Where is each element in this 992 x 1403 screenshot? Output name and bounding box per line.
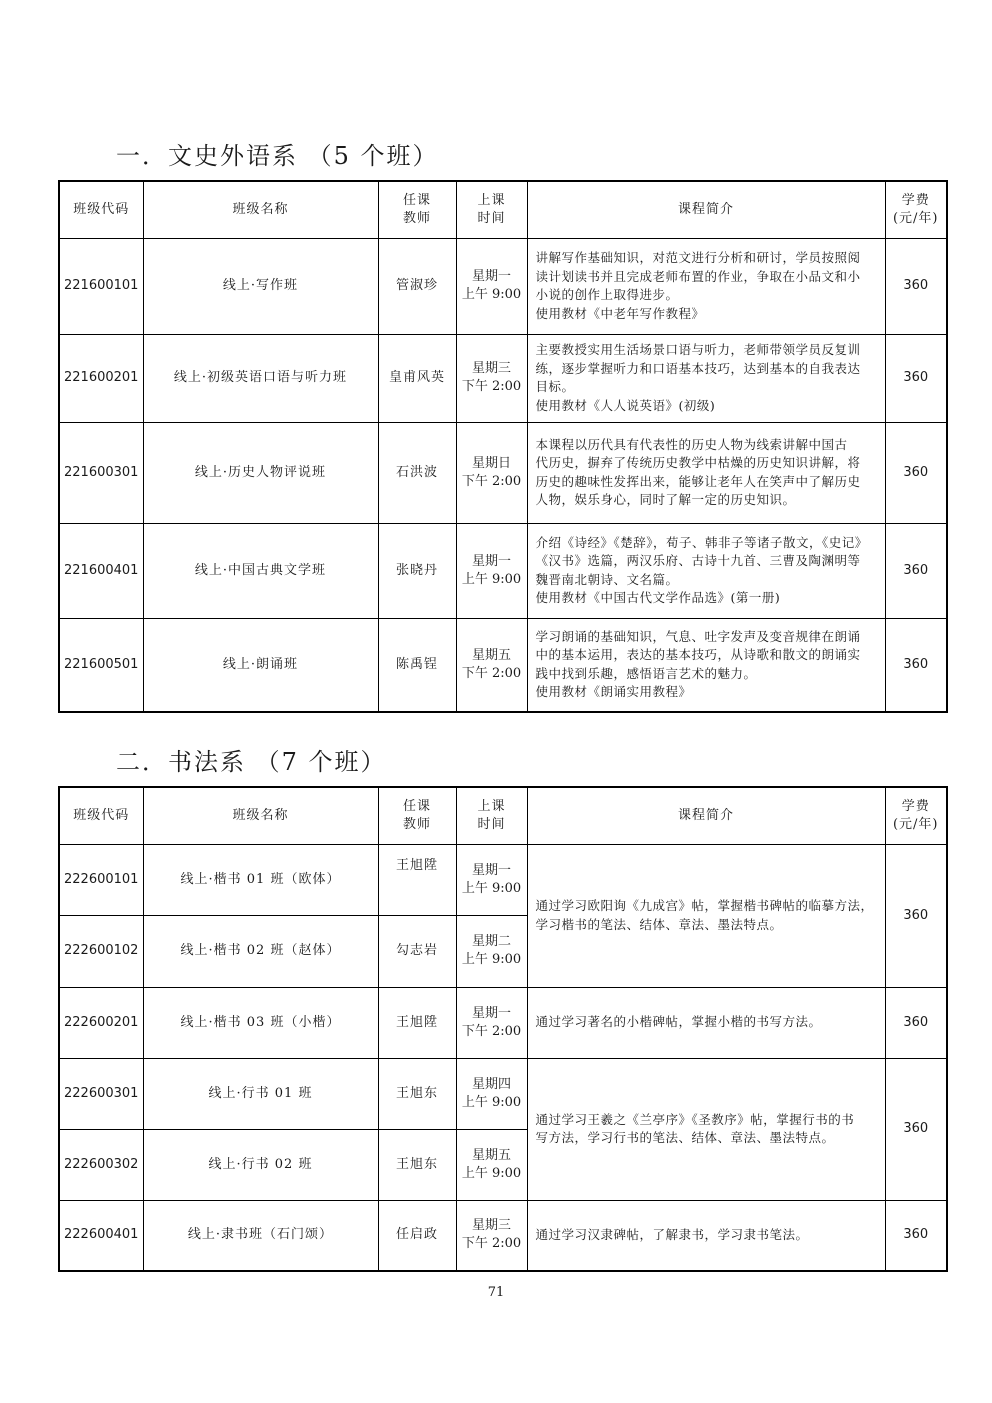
course-intro: 通过学习汉隶碑帖，了解隶书，学习隶书笔法。 — [527, 1200, 885, 1271]
table-row — [59, 1058, 947, 1129]
class-name: 线上·楷书 02 班（赵体） — [143, 915, 378, 987]
course-intro: 通过学习欧阳询《九成宫》帖，掌握楷书碑帖的临摹方法， 学习楷书的笔法、结体、章法、墨法特点。 — [527, 844, 885, 987]
class-time: 星期一 上午 9:00 — [456, 844, 527, 915]
course-intro: 主要教授实用生活场景口语与听力，老师带领学员反复训 练，逐步掌握听力和口语基本技巧，达到基本的自我表达 目标。 使用教材《人人说英语》(初级) — [527, 334, 885, 422]
class-code: 222600101 — [59, 844, 143, 915]
class-name: 线上·中国古典文学班 — [143, 523, 378, 618]
header-intro: 课程简介 — [527, 181, 885, 238]
section-title-literature: 一．文史外语系 （5 个班） — [116, 142, 439, 170]
class-time: 星期四 上午 9:00 — [456, 1058, 527, 1129]
header-time: 上课 时间 — [456, 181, 527, 238]
table-row — [59, 987, 947, 1058]
teacher-name: 勾志岩 — [378, 915, 456, 987]
header-fee: 学费 (元/年) — [885, 787, 947, 844]
class-time: 星期三 下午 2:00 — [456, 334, 527, 422]
class-time: 星期五 上午 9:00 — [456, 1129, 527, 1200]
teacher-name: 陈禹锃 — [378, 618, 456, 712]
course-table-literature — [58, 180, 948, 713]
header-teacher: 任课 教师 — [378, 181, 456, 238]
teacher-name: 石洪波 — [378, 422, 456, 523]
header-fee: 学费 (元/年) — [885, 181, 947, 238]
header-name: 班级名称 — [143, 787, 378, 844]
table-row — [59, 238, 947, 334]
class-name: 线上·行书 02 班 — [143, 1129, 378, 1200]
class-code: 222600302 — [59, 1129, 143, 1200]
teacher-name: 皇甫风英 — [378, 334, 456, 422]
tuition-fee: 360 — [885, 523, 947, 618]
header-time: 上课 时间 — [456, 787, 527, 844]
header-teacher: 任课 教师 — [378, 787, 456, 844]
header-name: 班级名称 — [143, 181, 378, 238]
teacher-name: 王旭陞 — [378, 987, 456, 1058]
class-code: 222600301 — [59, 1058, 143, 1129]
table-row — [59, 618, 947, 712]
section-title-calligraphy: 二．书法系 （7 个班） — [116, 748, 387, 776]
class-name: 线上·朗诵班 — [143, 618, 378, 712]
class-time: 星期三 下午 2:00 — [456, 1200, 527, 1271]
class-code: 221600501 — [59, 618, 143, 712]
class-name: 线上·楷书 03 班（小楷） — [143, 987, 378, 1058]
tuition-fee: 360 — [885, 844, 947, 987]
class-time: 星期五 下午 2:00 — [456, 618, 527, 712]
table-row — [59, 334, 947, 422]
class-time: 星期二 上午 9:00 — [456, 915, 527, 987]
class-code: 222600201 — [59, 987, 143, 1058]
course-intro: 讲解写作基础知识，对范文进行分析和研讨，学员按照阅 读计划读书并且完成老师布置的作业，争取在小品文和小 小说的创作上取得进步。 使用教材《中老年写作教程》 — [527, 238, 885, 334]
tuition-fee: 360 — [885, 422, 947, 523]
teacher-name: 王旭东 — [378, 1129, 456, 1200]
teacher-name: 管淑珍 — [378, 238, 456, 334]
class-time: 星期日 下午 2:00 — [456, 422, 527, 523]
table-row — [59, 422, 947, 523]
class-name: 线上·历史人物评说班 — [143, 422, 378, 523]
class-code: 221600101 — [59, 238, 143, 334]
teacher-name: 任启政 — [378, 1200, 456, 1271]
header-intro: 课程简介 — [527, 787, 885, 844]
tuition-fee: 360 — [885, 1200, 947, 1271]
class-code: 222600102 — [59, 915, 143, 987]
class-name: 线上·楷书 01 班（欧体） — [143, 844, 378, 915]
tuition-fee: 360 — [885, 987, 947, 1058]
page-number: 71 — [487, 1285, 505, 1300]
class-time: 星期一 上午 9:00 — [456, 523, 527, 618]
tuition-fee: 360 — [885, 1058, 947, 1200]
class-code: 221600401 — [59, 523, 143, 618]
course-intro: 学习朗诵的基础知识，气息、吐字发声及变音规律在朗诵 中的基本运用，表达的基本技巧，从诗歌和散文的朗诵实 践中找到乐趣，感悟语言艺术的魅力。 使用教材《朗诵实用教程》 — [527, 618, 885, 712]
course-intro: 通过学习著名的小楷碑帖，掌握小楷的书写方法。 — [527, 987, 885, 1058]
teacher-name: 王旭东 — [378, 1058, 456, 1129]
tuition-fee: 360 — [885, 238, 947, 334]
class-time: 星期一 上午 9:00 — [456, 238, 527, 334]
tuition-fee: 360 — [885, 618, 947, 712]
header-code: 班级代码 — [59, 181, 143, 238]
course-table-calligraphy — [58, 786, 948, 1272]
class-code: 221600201 — [59, 334, 143, 422]
table-row — [59, 844, 947, 915]
tuition-fee: 360 — [885, 334, 947, 422]
course-intro: 通过学习王羲之《兰亭序》《圣教序》帖，掌握行书的书 写方法，学习行书的笔法、结体、章法、墨法特点。 — [527, 1058, 885, 1200]
class-time: 星期一 下午 2:00 — [456, 987, 527, 1058]
class-name: 线上·行书 01 班 — [143, 1058, 378, 1129]
teacher-name: 张晓丹 — [378, 523, 456, 618]
header-code: 班级代码 — [59, 787, 143, 844]
table-row — [59, 523, 947, 618]
table-row — [59, 1200, 947, 1271]
table-header-row — [59, 181, 947, 238]
table-header-row — [59, 787, 947, 844]
class-name: 线上·初级英语口语与听力班 — [143, 334, 378, 422]
course-intro: 介绍《诗经》《楚辞》，荀子、韩非子等诸子散文，《史记》 《汉书》选篇，两汉乐府、古诗十九首、三曹及陶渊明等 魏晋南北朝诗、文名篇。 使用教材《中国古代文学作品选》(第一册) — [527, 523, 885, 618]
teacher-name: 王旭陞 — [378, 844, 456, 915]
course-intro: 本课程以历代具有代表性的历史人物为线索讲解中国古 代历史，摒弃了传统历史教学中枯燥的历史知识讲解，将 历史的趣味性发挥出来，能够让老年人在笑声中了解历史 人物，娱乐身心，同时了解一定的历史知识。 — [527, 422, 885, 523]
class-code: 221600301 — [59, 422, 143, 523]
class-code: 222600401 — [59, 1200, 143, 1271]
class-name: 线上·写作班 — [143, 238, 378, 334]
class-name: 线上·隶书班（石门颂） — [143, 1200, 378, 1271]
